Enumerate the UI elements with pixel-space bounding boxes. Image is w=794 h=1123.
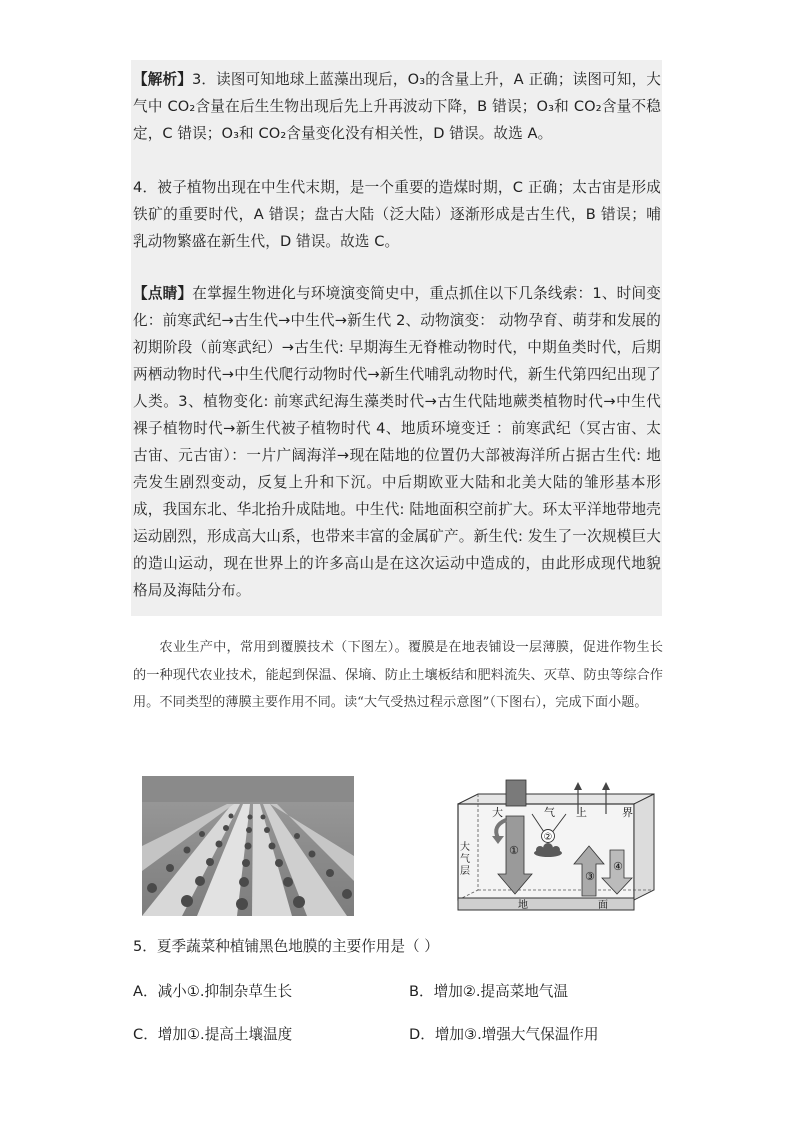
label-arrow-4: ④ [613,860,623,873]
solar-source-block [506,780,526,806]
label-arrow-3: ③ [585,870,595,883]
option-a[interactable]: A．减小①.抑制杂草生长 [133,983,293,1000]
material-intro: 农业生产中，常用到覆膜技术（下图左）。覆膜是在地表铺设一层薄膜，促进作物生长的一种现代农业技术，能起到保温、保墒、防止土壤板结和肥料流失、灭草、防虫等综合作用。不同类型的薄膜主要作用不同。读“大气受热过程示意图”（下图右），完成下面小题。 [133,640,663,710]
box-top-face [458,794,654,804]
label-layer-1: 大 [460,842,470,853]
option-d[interactable]: D．增加③.增强大气保温作用 [409,1026,599,1043]
label-atmos-2: 气 [544,806,555,819]
key-points-tag: 【点睛】 [133,285,193,302]
mulch-field-photo [142,776,354,916]
label-layer-2: 气 [460,854,470,865]
label-atmos-3: 上 [576,806,587,819]
option-b[interactable]: B．增加②.提高菜地气温 [409,983,569,1000]
analysis-paragraph-3 [133,66,661,147]
label-ground-1: 地 [518,900,528,911]
option-c[interactable]: C．增加①.提高土壤温度 [133,1026,293,1043]
key-points-text: 在掌握生物进化与环境演变简史中，重点抓住以下几条线索：1、时间变化：前寒武纪→古生代→中生代→新生代 2、动物演变： 动物孕育、萌芽和发展的初期阶段（前寒武纪）→古生代: 早期海生无脊椎动物时代，中期鱼类时代，后期两栖动物时代→中生代爬行动物时代→新生代哺乳动物时代，新生代第四纪出现了人类。3、植物变化: 前寒武纪海生藻类时代→古生代陆地蕨类植物时代→中生代裸子植物时代→新生代被子植物时代 4、地质环境变迁 ：前寒武纪（冥古宙、太古宙、元古宙）：一片广阔海洋→现在陆地的位置仍大部被海洋所占据古生代: 地壳发生剧烈变动，反复上升和下沉。中后期欧亚大陆和北美大陆的雏形基本形成，我国东北、华北抬升成陆地。中生代: 陆地面积空前扩大。环太平洋地带地壳运动剧烈，形成高大山系，也带来丰富的金属矿产。新生代: 发生了一次规模巨大的造山运动，现在世界上的许多高山是在这次运动中造成的，由此形成现代地貌格局及海陆分布。 [133,285,661,599]
label-arrow-1: ① [509,844,519,857]
box-side-face [634,794,654,900]
analysis-text-3: 3．读图可知地球上蓝藻出现后，O₃的含量上升，A 正确；读图可知，大气中 CO₂含量在后生生物出现后先上升再波动下降，B 错误；O₃和 CO₂含量不稳定，C 错误；O₃和 CO₂含量变化没有相关性，D 错误。故选 A。 [133,71,661,142]
label-layer-3: 层 [460,866,470,877]
label-atmos-4: 界 [622,806,633,819]
atmosphere-heating-diagram [456,774,656,914]
heating-process-svg [456,774,656,914]
analysis-tag: 【解析】 [133,71,192,88]
label-ground-2: 面 [598,900,608,911]
mulch-field-image [142,776,354,916]
analysis-paragraph-4: 4．被子植物出现在中生代末期，是一个重要的造煤时期，C 正确；太古宙是形成铁矿的重要时代，A 错误；盘古大陆（泛大陆）逐渐形成是古生代，B 错误；哺乳动物繁盛在新生代，D 错误。故选 C。 [133,179,661,250]
question-stem: 5．夏季蔬菜种植铺黑色地膜的主要作用是（ ） [133,938,439,955]
key-points-paragraph [133,280,661,604]
label-atmos-1: 大 [492,806,503,819]
label-arrow-2: ② [543,832,553,843]
